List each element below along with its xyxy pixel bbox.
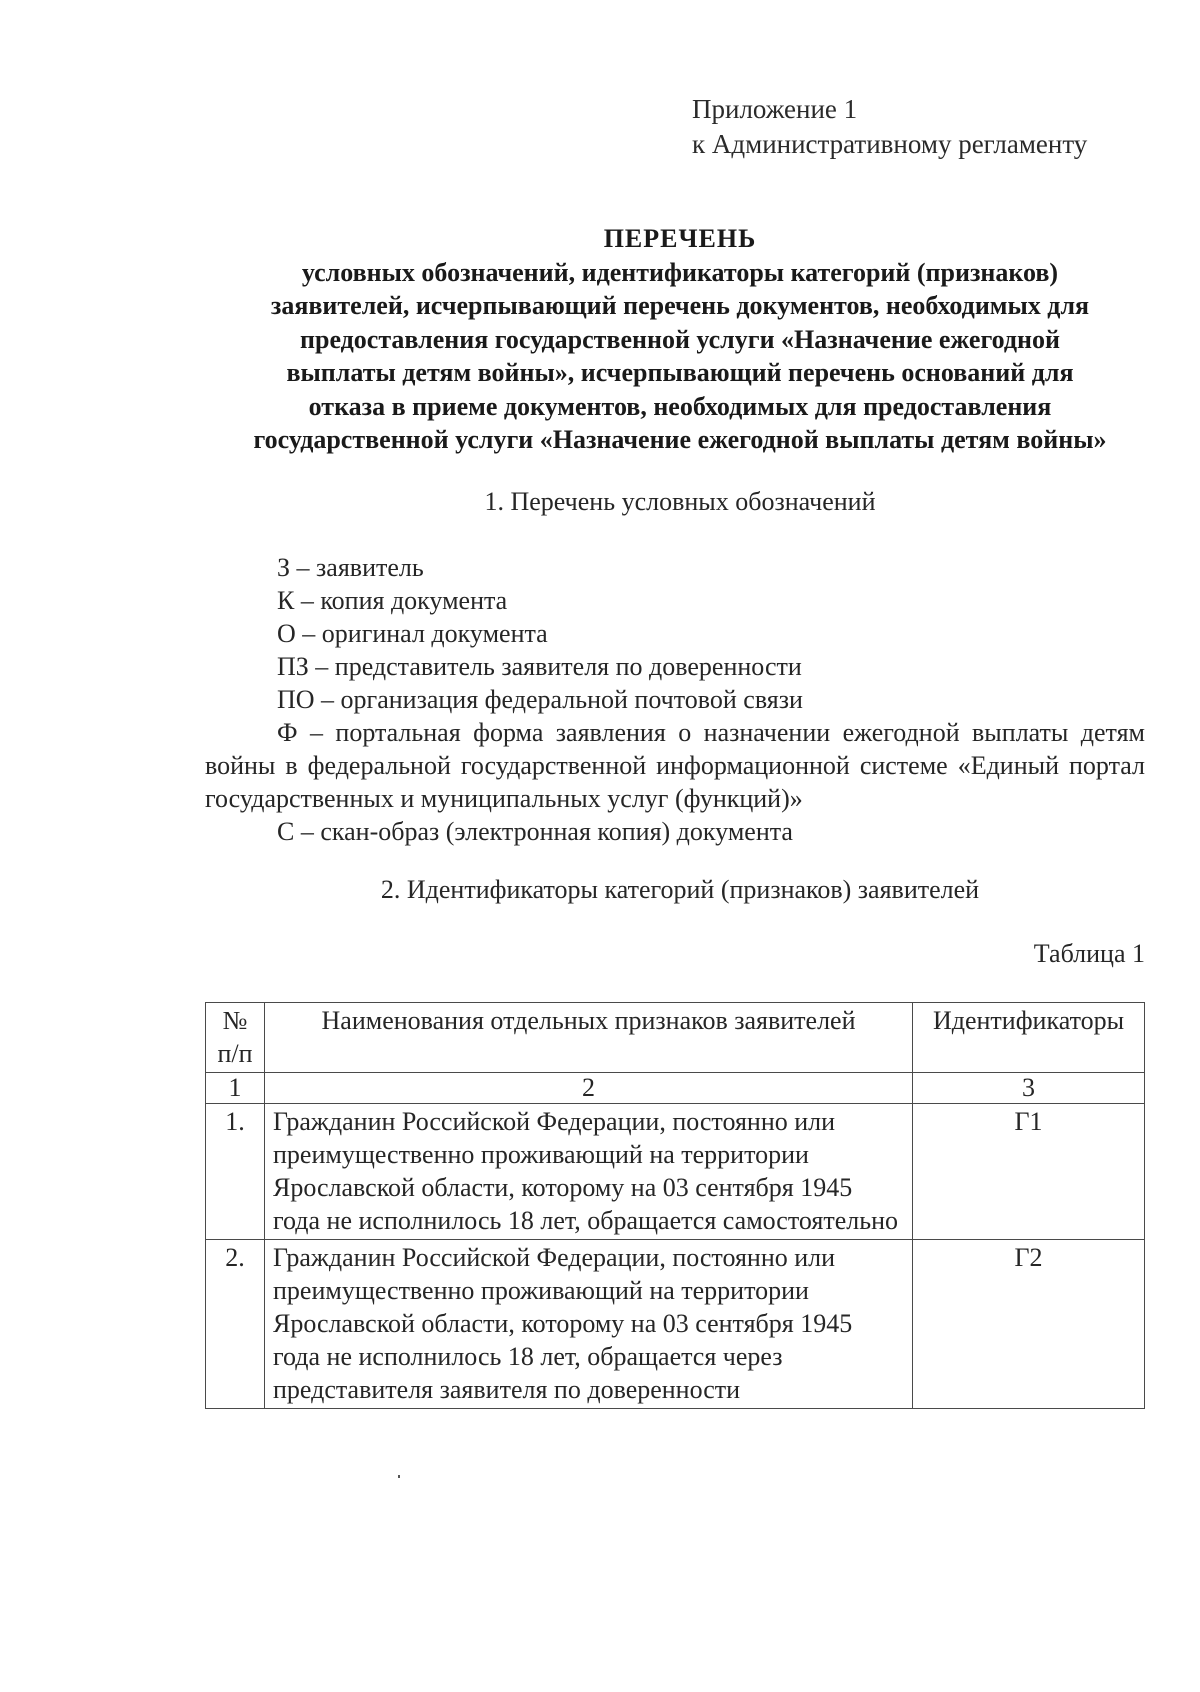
- header-number-abbr: п/п: [217, 1039, 253, 1068]
- appendix-line-2: к Административному регламенту: [692, 129, 1088, 159]
- legend-item: К – копия документа: [277, 586, 508, 615]
- legend-item: О – оригинал документа: [277, 619, 548, 648]
- column-number: 3: [913, 1073, 1145, 1104]
- row-identifier: Г1: [913, 1104, 1145, 1240]
- legend-item: ПО – организация федеральной почтовой связи: [277, 685, 803, 714]
- section-2-heading: 2. Идентификаторы категорий (признаков) заявителей: [380, 875, 980, 904]
- applicant-identifiers-table: [205, 1002, 1145, 1409]
- row-name: Гражданин Российской Федерации, постоянно или преимущественно проживающий на территории Ярославской области, которому на 03 сентября 1945 года не исполнилось 18 лет, обращается самостоятельно: [265, 1104, 913, 1240]
- column-number: 2: [265, 1073, 913, 1104]
- appendix-line-1: Приложение 1: [692, 94, 858, 124]
- row-identifier: Г2: [913, 1240, 1145, 1409]
- legend-list: [205, 551, 1145, 848]
- row-number: 1.: [206, 1104, 265, 1240]
- table-header-row: [206, 1003, 1145, 1073]
- title-line: государственной услуги «Назначение ежегодной выплаты детям войны»: [253, 425, 1107, 454]
- section-1-heading: 1. Перечень условных обозначений: [484, 487, 876, 516]
- header-name: Наименования отдельных признаков заявителей: [265, 1003, 913, 1073]
- header-number-symbol: №: [222, 1006, 248, 1035]
- row-name: Гражданин Российской Федерации, постоянно или преимущественно проживающий на территории Ярославской области, которому на 03 сентября 1945 года не исполнилось 18 лет, обращается через представителя заявителя по доверенности: [265, 1240, 913, 1409]
- legend-item: ПЗ – представитель заявителя по доверенности: [277, 652, 802, 681]
- header-identifier: Идентификаторы: [913, 1003, 1145, 1073]
- column-number: 1: [206, 1073, 265, 1104]
- title-line: заявителей, исчерпывающий перечень документов, необходимых для: [270, 291, 1090, 320]
- title-line: предоставления государственной услуги «Назначение ежегодной: [300, 324, 1060, 354]
- scan-speck: [398, 1475, 400, 1478]
- legend-item: Ф – портальная форма заявления о назначении ежегодной выплаты детям войны в федеральной государственной информационной системе «Единый портал государственных и муниципальных услуг (функций)»: [205, 718, 1145, 813]
- row-number: 2.: [206, 1240, 265, 1409]
- table-caption: Таблица 1: [1033, 939, 1145, 968]
- column-number-row: [206, 1073, 1145, 1104]
- legend-item: С – скан-образ (электронная копия) документа: [277, 817, 793, 846]
- document-title: [200, 222, 1160, 457]
- title-main: ПЕРЕЧЕНЬ: [603, 224, 757, 253]
- title-line: отказа в приеме документов, необходимых для предоставления: [308, 391, 1052, 421]
- table-row: [206, 1104, 1145, 1240]
- title-line: условных обозначений, идентификаторы категорий (признаков): [301, 257, 1059, 287]
- title-line: выплаты детям войны», исчерпывающий перечень оснований для: [286, 358, 1074, 387]
- table-row: [206, 1240, 1145, 1409]
- legend-item: З – заявитель: [277, 553, 424, 582]
- header-number: [206, 1003, 265, 1073]
- appendix-reference: [692, 92, 1087, 162]
